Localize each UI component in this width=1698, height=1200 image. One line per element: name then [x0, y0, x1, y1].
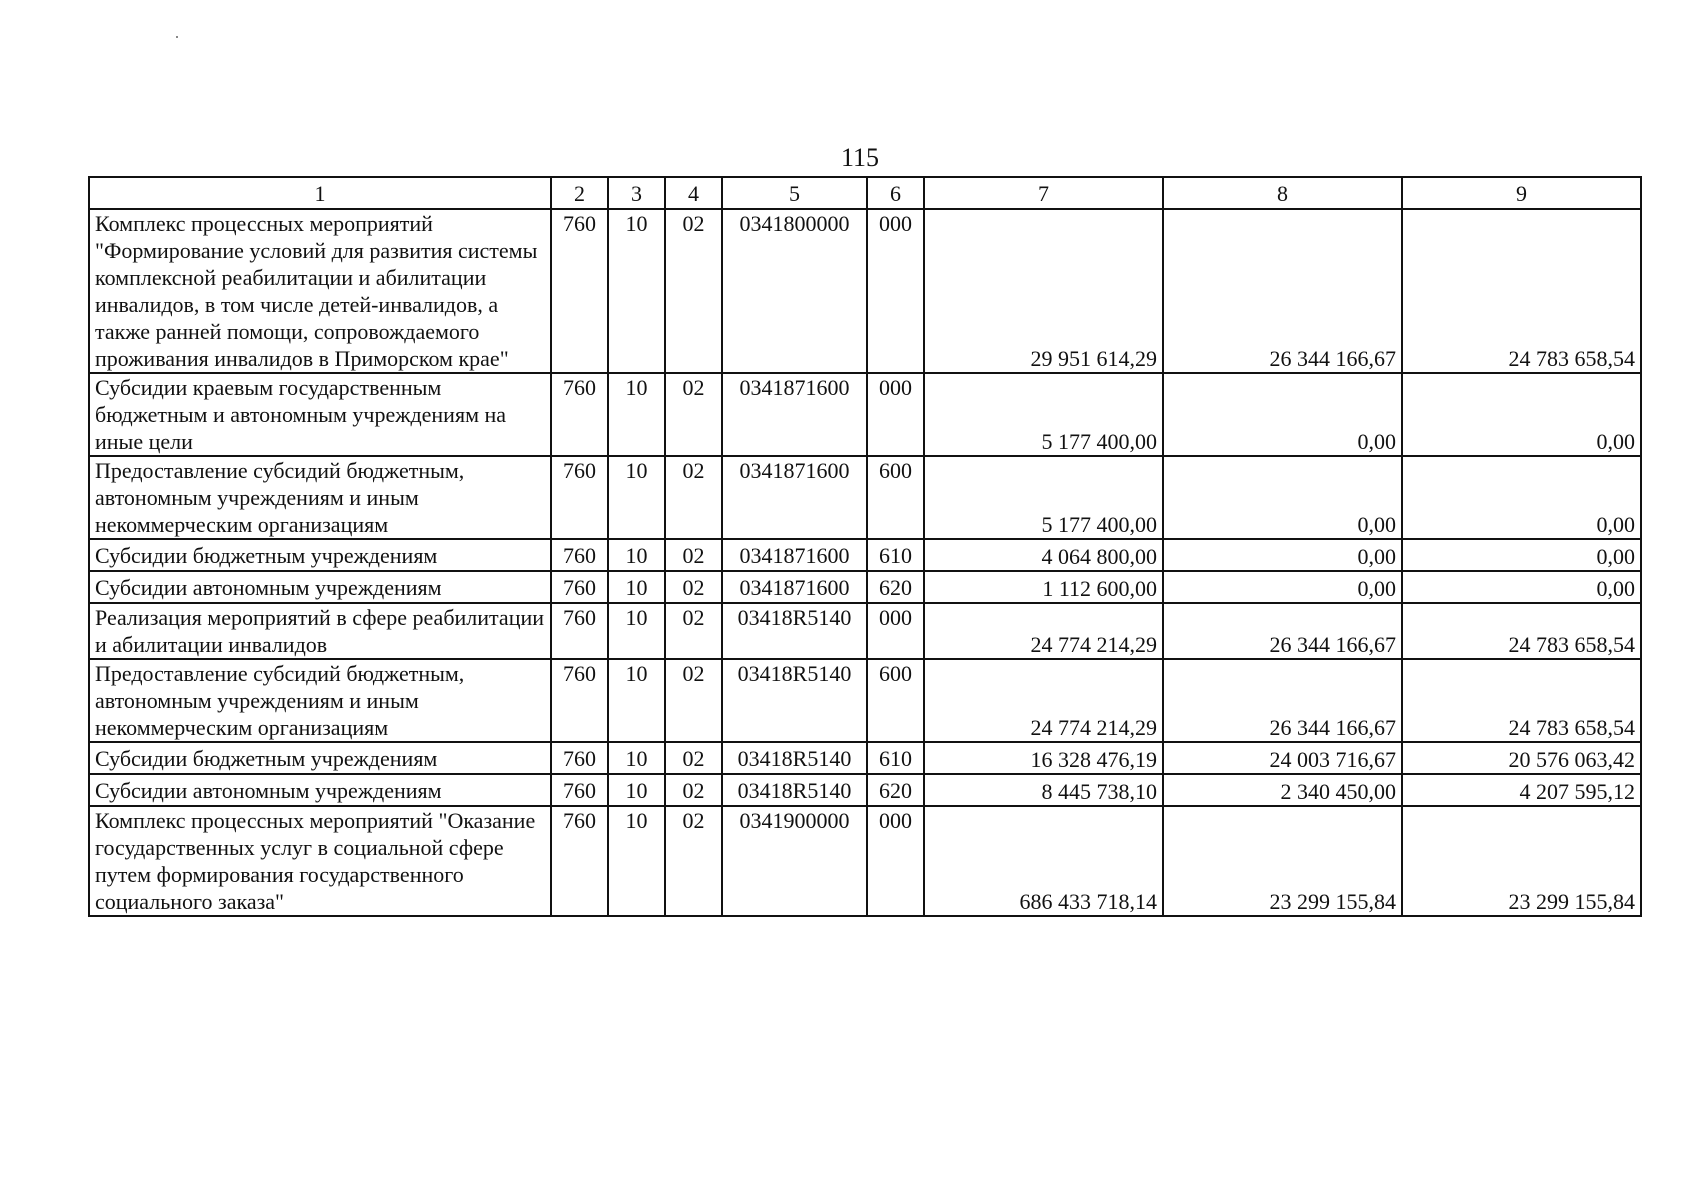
- code-target-article: 0341871600: [722, 539, 867, 571]
- code-target-article: 03418R5140: [722, 659, 867, 742]
- amount-col9: 24 783 658,54: [1402, 659, 1641, 742]
- code-ministry: 760: [551, 571, 608, 603]
- code-expense-type: 600: [867, 456, 924, 539]
- budget-table: [88, 176, 1642, 917]
- code-section: 10: [608, 774, 665, 806]
- row-name: Субсидии бюджетным учреждениям: [89, 742, 551, 774]
- code-target-article: 03418R5140: [722, 603, 867, 659]
- code-target-article: 0341871600: [722, 373, 867, 456]
- code-ministry: 760: [551, 659, 608, 742]
- amount-col8: 0,00: [1163, 571, 1402, 603]
- amount-col7: 1 112 600,00: [924, 571, 1163, 603]
- amount-col9: 0,00: [1402, 539, 1641, 571]
- table-row: [89, 774, 1641, 806]
- row-name: Субсидии автономным учреждениям: [89, 571, 551, 603]
- code-subsection: 02: [665, 806, 722, 916]
- amount-col9: 0,00: [1402, 571, 1641, 603]
- amount-col7: 5 177 400,00: [924, 456, 1163, 539]
- code-ministry: 760: [551, 806, 608, 916]
- amount-col9: 4 207 595,12: [1402, 774, 1641, 806]
- amount-col9: 24 783 658,54: [1402, 209, 1641, 373]
- code-subsection: 02: [665, 373, 722, 456]
- code-expense-type: 000: [867, 373, 924, 456]
- column-header: 1: [89, 177, 551, 209]
- code-section: 10: [608, 373, 665, 456]
- amount-col8: 0,00: [1163, 373, 1402, 456]
- amount-col7: 16 328 476,19: [924, 742, 1163, 774]
- column-header: 5: [722, 177, 867, 209]
- code-subsection: 02: [665, 774, 722, 806]
- amount-col9: 20 576 063,42: [1402, 742, 1641, 774]
- code-target-article: 0341900000: [722, 806, 867, 916]
- table-header-row: [89, 177, 1641, 209]
- code-target-article: 0341800000: [722, 209, 867, 373]
- code-expense-type: 610: [867, 742, 924, 774]
- amount-col8: 26 344 166,67: [1163, 659, 1402, 742]
- code-ministry: 760: [551, 603, 608, 659]
- table-row: [89, 806, 1641, 916]
- column-header: 4: [665, 177, 722, 209]
- row-name: Комплекс процессных мероприятий "Оказание государственных услуг в социальной сфере путем формирования государственного социального заказа": [89, 806, 551, 916]
- code-section: 10: [608, 659, 665, 742]
- row-name: Комплекс процессных мероприятий "Формирование условий для развития системы комплексной реабилитации и абилитации инвалидов, в том числе детей-инвалидов, а также ранней помощи, сопровождаемого проживания инвалидов в Приморском крае": [89, 209, 551, 373]
- code-expense-type: 000: [867, 209, 924, 373]
- row-name: Субсидии бюджетным учреждениям: [89, 539, 551, 571]
- code-section: 10: [608, 603, 665, 659]
- code-expense-type: 000: [867, 603, 924, 659]
- code-target-article: 03418R5140: [722, 774, 867, 806]
- code-ministry: 760: [551, 373, 608, 456]
- amount-col9: 24 783 658,54: [1402, 603, 1641, 659]
- amount-col7: 8 445 738,10: [924, 774, 1163, 806]
- column-header: 7: [924, 177, 1163, 209]
- code-section: 10: [608, 209, 665, 373]
- code-expense-type: 610: [867, 539, 924, 571]
- amount-col7: 5 177 400,00: [924, 373, 1163, 456]
- amount-col8: 0,00: [1163, 456, 1402, 539]
- row-name: Предоставление субсидий бюджетным, автономным учреждениям и иным некоммерческим организациям: [89, 659, 551, 742]
- code-ministry: 760: [551, 209, 608, 373]
- table-row: [89, 456, 1641, 539]
- code-subsection: 02: [665, 659, 722, 742]
- amount-col8: 26 344 166,67: [1163, 209, 1402, 373]
- code-section: 10: [608, 806, 665, 916]
- column-header: 2: [551, 177, 608, 209]
- code-ministry: 760: [551, 456, 608, 539]
- code-ministry: 760: [551, 742, 608, 774]
- code-ministry: 760: [551, 774, 608, 806]
- row-name: Реализация мероприятий в сфере реабилитации и абилитации инвалидов: [89, 603, 551, 659]
- column-header: 9: [1402, 177, 1641, 209]
- amount-col7: 24 774 214,29: [924, 603, 1163, 659]
- row-name: Предоставление субсидий бюджетным, автономным учреждениям и иным некоммерческим организациям: [89, 456, 551, 539]
- amount-col8: 0,00: [1163, 539, 1402, 571]
- code-subsection: 02: [665, 603, 722, 659]
- code-section: 10: [608, 539, 665, 571]
- code-target-article: 0341871600: [722, 456, 867, 539]
- code-expense-type: 620: [867, 774, 924, 806]
- amount-col9: 23 299 155,84: [1402, 806, 1641, 916]
- table-row: [89, 209, 1641, 373]
- code-subsection: 02: [665, 539, 722, 571]
- code-subsection: 02: [665, 209, 722, 373]
- amount-col8: 24 003 716,67: [1163, 742, 1402, 774]
- code-expense-type: 000: [867, 806, 924, 916]
- code-subsection: 02: [665, 571, 722, 603]
- amount-col9: 0,00: [1402, 456, 1641, 539]
- amount-col8: 23 299 155,84: [1163, 806, 1402, 916]
- table-row: [89, 742, 1641, 774]
- column-header: 3: [608, 177, 665, 209]
- code-target-article: 0341871600: [722, 571, 867, 603]
- code-section: 10: [608, 456, 665, 539]
- table-row: [89, 539, 1641, 571]
- row-name: Субсидии краевым государственным бюджетным и автономным учреждениям на иные цели: [89, 373, 551, 456]
- table-row: [89, 659, 1641, 742]
- column-header: 8: [1163, 177, 1402, 209]
- code-expense-type: 600: [867, 659, 924, 742]
- amount-col7: 24 774 214,29: [924, 659, 1163, 742]
- table-row: [89, 373, 1641, 456]
- scan-speck: [176, 36, 178, 38]
- row-name: Субсидии автономным учреждениям: [89, 774, 551, 806]
- table-row: [89, 571, 1641, 603]
- code-section: 10: [608, 571, 665, 603]
- amount-col8: 26 344 166,67: [1163, 603, 1402, 659]
- column-header: 6: [867, 177, 924, 209]
- code-subsection: 02: [665, 742, 722, 774]
- amount-col7: 686 433 718,14: [924, 806, 1163, 916]
- amount-col8: 2 340 450,00: [1163, 774, 1402, 806]
- page-number: 115: [840, 143, 880, 172]
- code-target-article: 03418R5140: [722, 742, 867, 774]
- amount-col7: 4 064 800,00: [924, 539, 1163, 571]
- amount-col7: 29 951 614,29: [924, 209, 1163, 373]
- code-section: 10: [608, 742, 665, 774]
- amount-col9: 0,00: [1402, 373, 1641, 456]
- code-expense-type: 620: [867, 571, 924, 603]
- code-ministry: 760: [551, 539, 608, 571]
- code-subsection: 02: [665, 456, 722, 539]
- table-row: [89, 603, 1641, 659]
